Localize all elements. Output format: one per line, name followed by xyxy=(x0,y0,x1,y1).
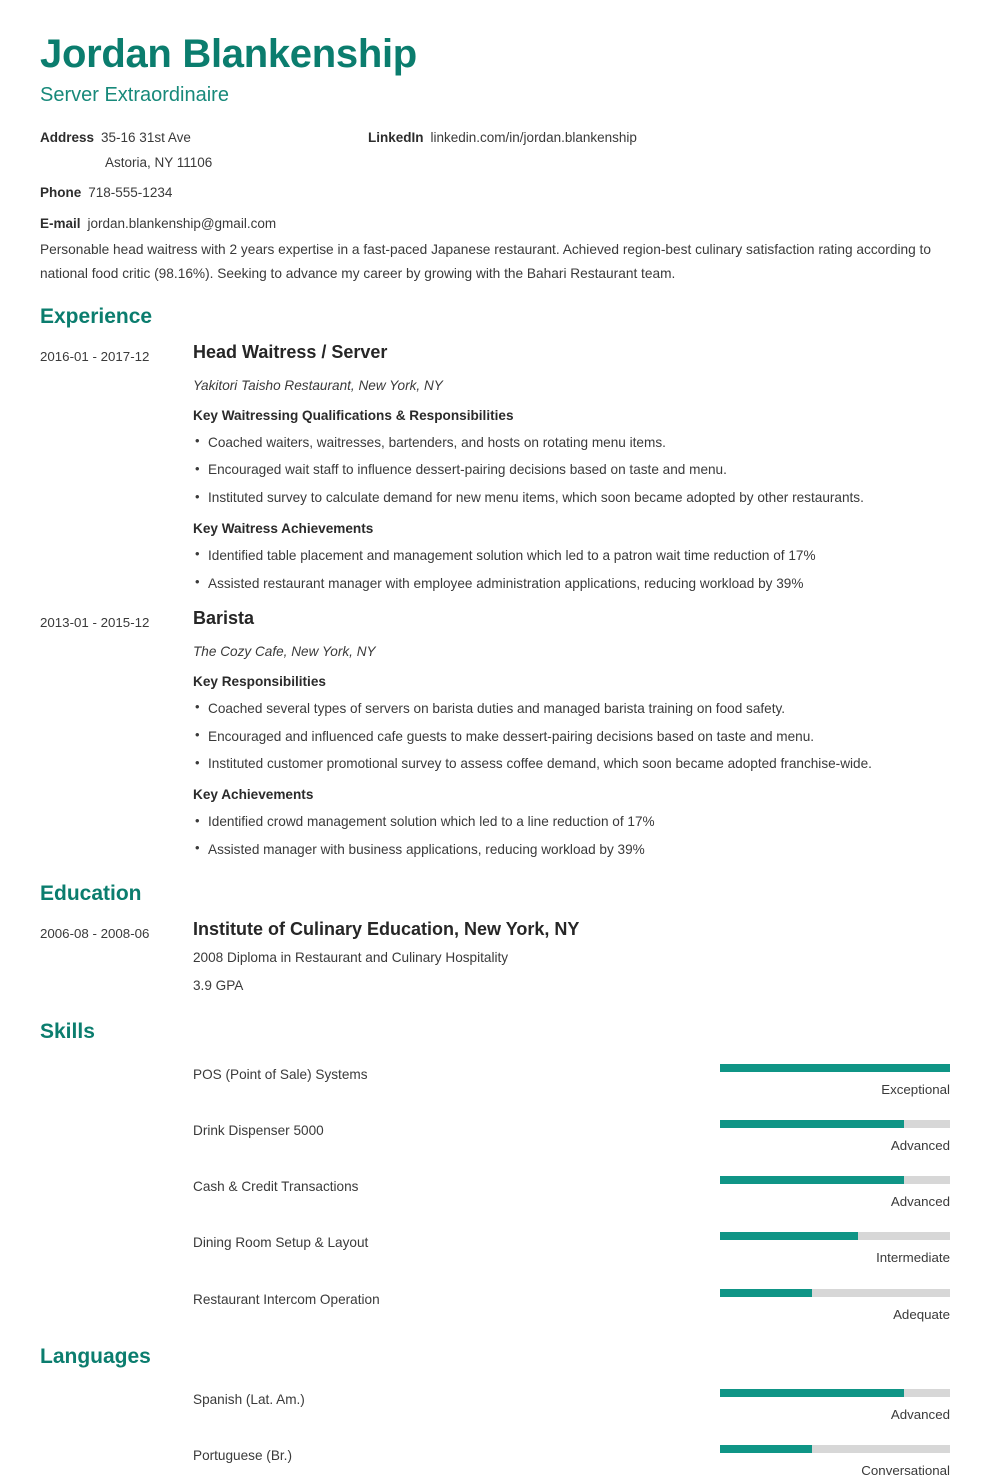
contact-row-phone xyxy=(40,183,370,204)
entry-date: 2016-01 - 2017-12 xyxy=(40,349,150,365)
contact-row-linkedin xyxy=(368,128,868,149)
rating-meter xyxy=(720,1176,950,1210)
entry-body xyxy=(193,608,950,859)
experience-section xyxy=(40,306,950,859)
bullet-list xyxy=(193,699,950,774)
rating-row xyxy=(40,1289,950,1323)
entry-body xyxy=(193,342,950,593)
bullet-list xyxy=(193,433,950,508)
meter-fill xyxy=(720,1064,950,1072)
entry-title: Head Waitress / Server xyxy=(193,342,388,363)
rating-level: Intermediate xyxy=(876,1250,950,1266)
bullet-list xyxy=(193,546,950,593)
bullet-item: • Coached waiters, waitresses, bartenders, and hosts on rotating menu items. xyxy=(193,433,950,453)
contact-row-email xyxy=(40,214,370,235)
rating-row xyxy=(40,1064,950,1098)
skills-list xyxy=(40,1064,950,1323)
summary-paragraph: Personable head waitress with 2 years expertise in a fast-paced Japanese restaurant. Achieved region-best culinary satisfaction rating according to national food critic (98.16%). Seeking to advance my career by growing with the Bahari Restaurant team. xyxy=(40,242,931,281)
bullet-item: • Encouraged and influenced cafe guests to make dessert-pairing decisions based on taste and menu. xyxy=(193,727,950,747)
bullet-item: • Identified crowd management solution which led to a line reduction of 17% xyxy=(193,812,950,832)
group-heading: Key Achievements xyxy=(193,787,314,803)
rating-row xyxy=(40,1389,950,1423)
education-entries xyxy=(40,919,950,996)
rating-name: Portuguese (Br.) xyxy=(193,1448,292,1464)
linkedin-value[interactable]: linkedin.com/in/jordan.blankenship xyxy=(430,130,637,145)
entry-row xyxy=(40,919,950,996)
meter-track xyxy=(720,1232,950,1240)
meter-track xyxy=(720,1445,950,1453)
meter-fill xyxy=(720,1389,904,1397)
experience-heading: Experience xyxy=(40,305,153,329)
candidate-job-title: Server Extraordinaire xyxy=(40,84,229,106)
meter-track xyxy=(720,1289,950,1297)
rating-meter xyxy=(720,1289,950,1323)
contact-column-right xyxy=(368,128,868,153)
entry-subtitle: Yakitori Taisho Restaurant, New York, NY xyxy=(193,377,443,393)
meter-fill xyxy=(720,1176,904,1184)
rating-level: Advanced xyxy=(890,1406,950,1422)
bullet-list xyxy=(193,812,950,859)
phone-label: Phone xyxy=(40,185,82,201)
rating-row xyxy=(40,1445,950,1479)
contact-block xyxy=(40,128,950,234)
entry-title: Barista xyxy=(193,608,255,629)
entry-title: Institute of Culinary Education, New York, NY xyxy=(193,918,580,939)
phone-value: 718-555-1234 xyxy=(88,185,173,201)
rating-name: Restaurant Intercom Operation xyxy=(193,1291,380,1307)
entry-row xyxy=(40,342,950,593)
languages-list xyxy=(40,1389,950,1480)
meter-track xyxy=(720,1176,950,1184)
rating-level: Advanced xyxy=(890,1194,950,1210)
rating-name: Spanish (Lat. Am.) xyxy=(193,1391,305,1407)
bullet-item: • Assisted restaurant manager with employee administration applications, reducing workload by 39% xyxy=(193,574,950,594)
rating-level: Adequate xyxy=(893,1306,950,1322)
rating-name: Drink Dispenser 5000 xyxy=(193,1122,324,1138)
bullet-item: • Coached several types of servers on barista duties and managed barista training on food safety. xyxy=(193,699,950,719)
entry-date: 2013-01 - 2015-12 xyxy=(40,615,150,631)
rating-name: Dining Room Setup & Layout xyxy=(193,1235,369,1251)
bullet-item: • Assisted manager with business applications, reducing workload by 39% xyxy=(193,840,950,860)
meter-track xyxy=(720,1064,950,1072)
skills-section xyxy=(40,1021,950,1323)
meter-fill xyxy=(720,1289,812,1297)
email-value[interactable]: jordan.blankenship@gmail.com xyxy=(87,215,277,231)
address-label: Address xyxy=(40,130,95,145)
rating-level: Conversational xyxy=(861,1463,950,1479)
entry-subtitle: The Cozy Cafe, New York, NY xyxy=(193,643,376,659)
rating-name: Cash & Credit Transactions xyxy=(193,1179,359,1195)
entry-detail-line: 3.9 GPA xyxy=(193,977,244,993)
contact-column-left xyxy=(40,128,370,238)
group-heading: Key Waitressing Qualifications & Responsibilities xyxy=(193,407,514,423)
meter-track xyxy=(720,1120,950,1128)
meter-fill xyxy=(720,1445,812,1453)
meter-track xyxy=(720,1389,950,1397)
candidate-name: Jordan Blankenship xyxy=(40,32,417,76)
rating-meter xyxy=(720,1232,950,1266)
experience-entries xyxy=(40,342,950,859)
rating-meter xyxy=(720,1064,950,1098)
rating-meter xyxy=(720,1445,950,1479)
bullet-item: • Instituted survey to calculate demand for new menu items, which soon became adopted by other restaurants. xyxy=(193,488,950,508)
rating-level: Advanced xyxy=(890,1137,950,1153)
bullet-item: • Encouraged wait staff to influence dessert-pairing decisions based on taste and menu. xyxy=(193,460,950,480)
address-line-2: Astoria, NY 11106 xyxy=(105,154,213,170)
meter-fill xyxy=(720,1232,858,1240)
linkedin-label: LinkedIn xyxy=(368,130,424,145)
rating-row xyxy=(40,1176,950,1210)
meter-fill xyxy=(720,1120,904,1128)
bullet-item: • Instituted customer promotional survey to assess coffee demand, which soon became adopted franchise-wide. xyxy=(193,754,950,774)
languages-heading: Languages xyxy=(40,1344,151,1368)
email-label: E-mail xyxy=(40,215,81,231)
skills-heading: Skills xyxy=(40,1019,95,1043)
bullet-item: • Identified table placement and management solution which led to a patron wait time reduction of 17% xyxy=(193,546,950,566)
group-heading: Key Responsibilities xyxy=(193,673,326,689)
rating-meter xyxy=(720,1389,950,1423)
languages-section xyxy=(40,1346,950,1480)
rating-level: Exceptional xyxy=(881,1081,950,1097)
entry-detail-line: 2008 Diploma in Restaurant and Culinary Hospitality xyxy=(193,950,509,966)
address-line-1: 35-16 31st Ave xyxy=(101,130,191,145)
education-section xyxy=(40,883,950,996)
rating-name: POS (Point of Sale) Systems xyxy=(193,1066,368,1082)
group-heading: Key Waitress Achievements xyxy=(193,520,374,536)
rating-row xyxy=(40,1120,950,1154)
entry-date: 2006-08 - 2008-06 xyxy=(40,925,150,941)
education-heading: Education xyxy=(40,881,142,905)
rating-row xyxy=(40,1232,950,1266)
rating-meter xyxy=(720,1120,950,1154)
entry-body xyxy=(193,919,950,996)
contact-row-address xyxy=(40,128,370,149)
entry-row xyxy=(40,608,950,859)
